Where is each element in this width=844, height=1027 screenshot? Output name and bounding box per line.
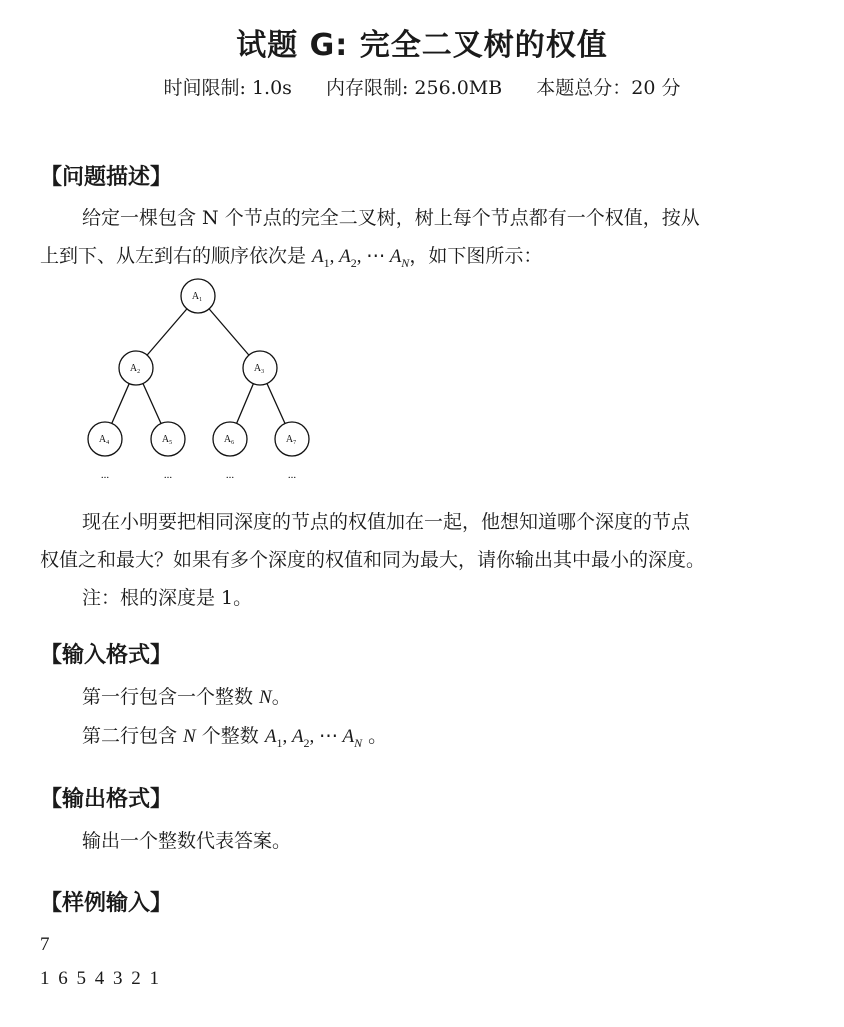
sample-input-line-2: 1 6 5 4 3 2 1 xyxy=(40,968,161,989)
body-line-2: 权值之和最大？如果有多个深度的权值和同为最大，请你输出其中最小的深度。 xyxy=(40,549,706,571)
tree-node-label: $A_4$ xyxy=(98,434,110,446)
tree-node xyxy=(181,279,215,313)
tree-continuation-ellipsis: ... xyxy=(163,469,173,481)
tree-node-label: $A_7$ xyxy=(285,434,297,446)
tree-node-label: $A_5$ xyxy=(161,434,173,446)
tree-node xyxy=(213,422,247,456)
tree-edge xyxy=(112,384,129,424)
intro-line-1: 给定一棵包含 N 个节点的完全二叉树，树上每个节点都有一个权值，按从 xyxy=(82,207,700,229)
tree-edge xyxy=(267,383,285,423)
output-format-body xyxy=(40,822,800,860)
problem-intro xyxy=(40,199,800,282)
total-score: 本题总分：20 分 xyxy=(536,77,681,99)
root-depth-note: 注：根的深度是 1。 xyxy=(82,587,253,609)
tree-edge xyxy=(237,384,254,424)
tree-continuation-ellipsis: ... xyxy=(100,469,110,481)
tree-continuation-ellipsis: ... xyxy=(287,469,297,481)
memory-limit: 内存限制: 256.0MB xyxy=(325,77,503,99)
input-format-body xyxy=(40,678,800,762)
tree-node xyxy=(119,351,153,385)
tree-node-label: $A_3$ xyxy=(253,363,265,375)
time-limit: 时间限制: 1.0s xyxy=(163,77,292,99)
tree-node xyxy=(88,422,122,456)
tree-node xyxy=(275,422,309,456)
input-sequence-expression: $A_1$, $A_2$, ⋯ $A_N$ xyxy=(264,726,363,750)
page-title: 试题 G: 完全二叉树的权值 xyxy=(236,28,608,63)
tree-node-label: $A_2$ xyxy=(129,363,141,375)
intro-line-2-prefix: 上到下、从左到右的顺序依次是 xyxy=(40,245,313,267)
output-line-1: 输出一个整数代表答案。 xyxy=(82,830,292,852)
body-line-1: 现在小明要把相同深度的节点的权值加在一起，他想知道哪个深度的节点 xyxy=(82,511,691,533)
tree-edge xyxy=(143,383,161,423)
tree-node-label: $A_1$ xyxy=(191,291,203,303)
output-format-heading: 【输出格式】 xyxy=(40,787,173,812)
input-format-heading: 【输入格式】 xyxy=(40,643,173,668)
tree-node xyxy=(151,422,185,456)
tree-continuation-ellipsis: ... xyxy=(225,469,235,481)
sample-input-line-1: 7 xyxy=(40,934,52,955)
input-line-2: 第二行包含 N 个整数 $A_1$, $A_2$, ⋯ $A_N$ 。 xyxy=(82,725,388,750)
problem-body xyxy=(40,503,800,617)
intro-line-2-suffix: ，如下图所示： xyxy=(409,245,543,267)
sequence-expression: $A_1$, $A_2$, ⋯ $A_N$ xyxy=(312,246,410,270)
input-line-1: 第一行包含一个整数 N。 xyxy=(82,686,291,708)
sample-input-heading: 【样例输入】 xyxy=(40,891,173,916)
binary-tree-diagram xyxy=(80,275,330,490)
tree-node xyxy=(243,351,277,385)
tree-edge xyxy=(209,309,249,355)
problem-heading: 【问题描述】 xyxy=(40,165,173,190)
limits-line xyxy=(0,73,844,100)
tree-edge xyxy=(147,309,187,355)
tree-node-label: $A_6$ xyxy=(223,434,235,446)
